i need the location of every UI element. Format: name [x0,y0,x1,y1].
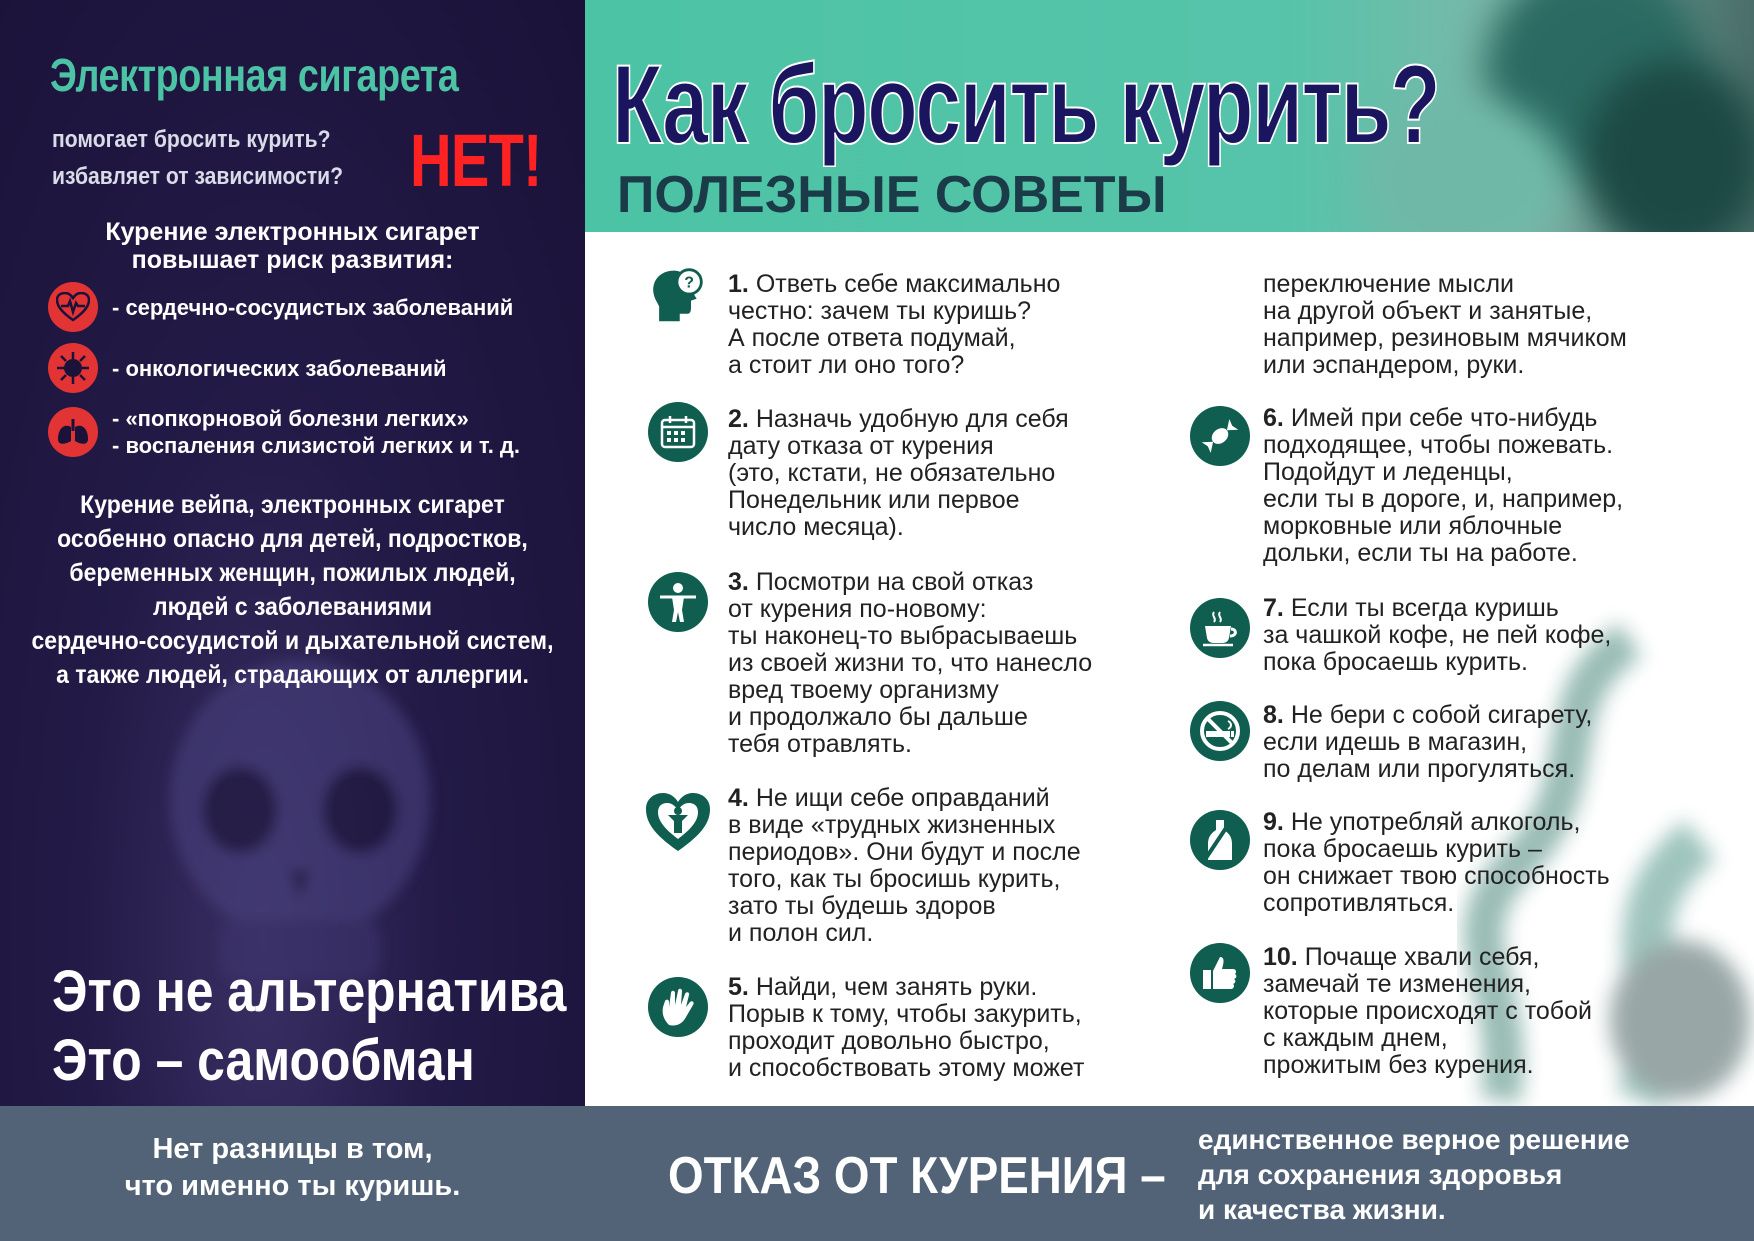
footer-only-decision: единственное верное решение для сохранения здоровья и качества жизни. [1198,1124,1630,1225]
risk-item-lungs: - «попкорновой болезни легких» - воспаления слизистой легких и т. д. [48,405,520,459]
answer-no: НЕТ! [410,119,542,202]
e-cigarette-title: Электронная сигарета [50,49,459,101]
svg-text:?: ? [684,274,694,292]
thumbs-up-icon [1190,943,1250,1003]
page-subtitle: ПОЛЕЗНЫЕ СОВЕТЫ [617,166,1167,224]
coffee-cup-icon [1190,598,1250,658]
risk-heading: Курение электронных сигарет повышает риск развития: [105,218,480,274]
footer-no-difference: Нет разницы в том, что именно ты куришь. [124,1133,461,1202]
tip-1: 1. Ответь себе максимально честно: зачем ты куришь? А после ответа подумай, а стоит ли оно того? [728,270,1061,379]
tip-3: 3. Посмотри на свой отказ от курения по-новому: ты наконец-то выбрасываешь из своей жизни то, что нанесло вред твоему организму и продолжало бы дальше тебя отравлять. [728,568,1093,758]
footer-quit-smoking: ОТКАЗ ОТ КУРЕНИЯ – [668,1147,1166,1205]
slogan-self-deception: Это – самообман [52,1028,475,1093]
tip-5: 5. Найди, чем занять руки. Порыв к тому, чтобы закурить, проходит довольно быстро, и способствовать этому может [728,973,1085,1082]
bottle-icon [1190,810,1250,870]
left-panel [0,0,585,1106]
question-helps-quit: помогает бросить курить? [52,126,331,153]
tip-9: 9. Не употребляй алкоголь, пока бросаешь курить – он снижает твою способность сопротивляться. [1263,808,1610,917]
heart-pulse-icon [48,282,98,332]
tip-4: 4. Не ищи себе оправданий в виде «трудных жизненных периодов». Они будут и после того, как ты бросишь курить, зато ты будешь здоров и полон сил. [728,784,1081,947]
tip-2: 2. Назначь удобную для себя дату отказа от курения (это, кстати, не обязательно Понедельник или первое число месяца). [728,405,1069,541]
header-banner [585,0,1754,232]
page-title: Как бросить курить? [612,42,1440,167]
person-icon [648,572,708,632]
candy-icon [1190,406,1250,466]
tip-6: 6. Имей при себе что-нибудь подходящее, чтобы пожевать. Подойдут и леденцы, если ты в дороге, и, например, морковные или яблочные дольки, если ты на работе. [1263,404,1624,567]
lungs-icon [48,407,98,457]
risk-item-oncology: - онкологических заболеваний [48,343,447,393]
hand-icon [648,977,708,1037]
tip-5-continued: переключение мысли на другой объект и занятые, например, резиновым мячиком или эспандером, руки. [1263,270,1627,379]
calendar-icon [648,402,708,462]
footer-banner [0,1106,1754,1241]
heart-person-icon [644,790,712,854]
question-removes-addiction: избавляет от зависимости? [52,163,344,190]
vulnerable-groups-paragraph: Курение вейпа, электронных сигарет особенно опасно для детей, подростков, беременных женщин, пожилых людей, людей с заболеваниями сердечно-сосудистой и дыхательной систем, а также людей, страдающих от аллергии. [31,491,554,689]
skull-smoke-image [140,650,460,1010]
tip-8: 8. Не бери с собой сигарету, если идешь в магазин, по делам или прогуляться. [1263,701,1593,783]
head-question-icon [646,265,706,325]
no-smoking-icon [1190,701,1250,761]
virus-icon [48,343,98,393]
tip-10: 10. Почаще хвали себя, замечай те изменения, которые происходят с тобой с каждым днем, прожитым без курения. [1263,943,1592,1079]
risk-item-cardio: - сердечно-сосудистых заболеваний [48,282,513,332]
slogan-not-alternative: Это не альтернатива [52,959,567,1024]
tip-7: 7. Если ты всегда куришь за чашкой кофе, не пей кофе, пока бросаешь курить. [1263,594,1612,676]
